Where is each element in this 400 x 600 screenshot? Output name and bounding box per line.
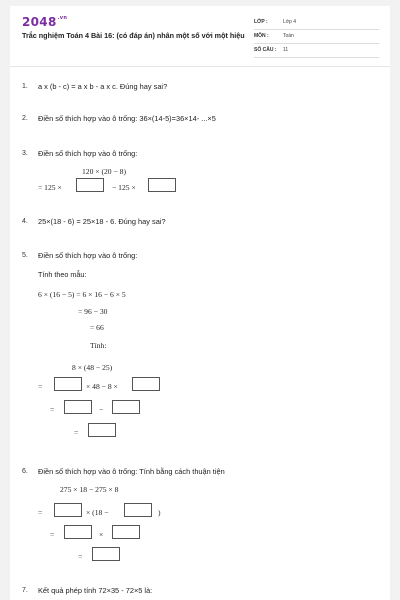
q2-number: 2. bbox=[22, 115, 28, 122]
q3-step-mid: − 125 × bbox=[112, 183, 136, 192]
q6-step1-mid: × (18 − bbox=[86, 508, 109, 517]
q1-text: a x (b - c) = a x b - a x c. Đúng hay sai? bbox=[38, 82, 168, 91]
q5-answer-box-1[interactable] bbox=[54, 377, 82, 391]
q5-compute-label: Tính: bbox=[90, 341, 107, 350]
meta-subject-value: Toán bbox=[283, 33, 294, 39]
q6-answer-box-2[interactable] bbox=[124, 503, 152, 517]
logo-text: 2048 bbox=[22, 15, 57, 29]
q5-sample-line-3: = 66 bbox=[90, 323, 104, 332]
q2-text: Điền số thích hợp vào ô trống: 36×(14-5)=36×14- ...×5 bbox=[38, 114, 216, 123]
q6-expression: 275 × 18 − 275 × 8 bbox=[60, 485, 119, 494]
site-logo[interactable] bbox=[22, 15, 67, 29]
q6-number: 6. bbox=[22, 468, 28, 475]
header-divider bbox=[10, 66, 390, 67]
q5-answer-box-3[interactable] bbox=[64, 400, 92, 414]
q6-answer-box-3[interactable] bbox=[64, 525, 92, 539]
meta-count-row bbox=[254, 44, 379, 58]
q5-sample-label: Tính theo mẫu: bbox=[38, 270, 87, 279]
q5-number: 5. bbox=[22, 252, 28, 259]
q5-step2-minus: − bbox=[99, 405, 104, 414]
q5-sample-line-2: = 96 − 30 bbox=[78, 307, 108, 316]
meta-subject-key: MÔN : bbox=[254, 33, 269, 39]
q6-text: Điền số thích hợp vào ô trống: Tính bằng cách thuận tiện bbox=[38, 467, 225, 476]
q3-step-prefix: = 125 × bbox=[38, 183, 62, 192]
q3-answer-box-1[interactable] bbox=[76, 178, 104, 192]
q4-text: 25×(18 - 6) = 25×18 - 6. Đúng hay sai? bbox=[38, 217, 166, 226]
q3-answer-box-2[interactable] bbox=[148, 178, 176, 192]
q5-step1-mid: × 48 − 8 × bbox=[86, 382, 118, 391]
q5-step1-equals: = bbox=[38, 382, 43, 391]
q6-answer-box-4[interactable] bbox=[112, 525, 140, 539]
q5-answer-box-2[interactable] bbox=[132, 377, 160, 391]
meta-count-key: SỐ CÂU : bbox=[254, 47, 277, 53]
q7-text: Kết quả phép tính 72×35 - 72×5 là: bbox=[38, 586, 153, 595]
q3-number: 3. bbox=[22, 150, 28, 157]
q3-text: Điền số thích hợp vào ô trống: bbox=[38, 149, 138, 158]
meta-class-key: LỚP : bbox=[254, 19, 268, 25]
q6-answer-box-5[interactable] bbox=[92, 547, 120, 561]
q5-answer-box-5[interactable] bbox=[88, 423, 116, 437]
page-title: Trắc nghiệm Toán 4 Bài 16: (có đáp án) nhân một số với một hiệu bbox=[22, 31, 245, 40]
q6-step2-equals: = bbox=[50, 530, 55, 539]
q5-answer-box-4[interactable] bbox=[112, 400, 140, 414]
meta-class-value: Lớp 4 bbox=[283, 19, 297, 25]
q5-text: Điền số thích hợp vào ô trống: bbox=[38, 251, 138, 260]
q7-number: 7. bbox=[22, 587, 28, 594]
q5-step2-equals: = bbox=[50, 405, 55, 414]
meta-class-row bbox=[254, 16, 379, 30]
q6-step1-close: ) bbox=[158, 508, 161, 517]
logo-suffix: .vn bbox=[57, 15, 68, 21]
q4-number: 4. bbox=[22, 218, 28, 225]
q5-sample-line-1: 6 × (16 − 5) = 6 × 16 − 6 × 5 bbox=[38, 290, 126, 299]
q6-step3-equals: = bbox=[78, 552, 83, 561]
q6-step2-times: × bbox=[99, 530, 104, 539]
q6-answer-box-1[interactable] bbox=[54, 503, 82, 517]
q5-task-expression: 8 × (48 − 25) bbox=[72, 363, 113, 372]
q6-step1-equals: = bbox=[38, 508, 43, 517]
q3-expression: 120 × (20 − 8) bbox=[82, 167, 126, 176]
meta-count-value: 11 bbox=[283, 47, 289, 53]
q1-number: 1. bbox=[22, 83, 28, 90]
q5-step3-equals: = bbox=[74, 428, 79, 437]
meta-subject-row bbox=[254, 30, 379, 44]
